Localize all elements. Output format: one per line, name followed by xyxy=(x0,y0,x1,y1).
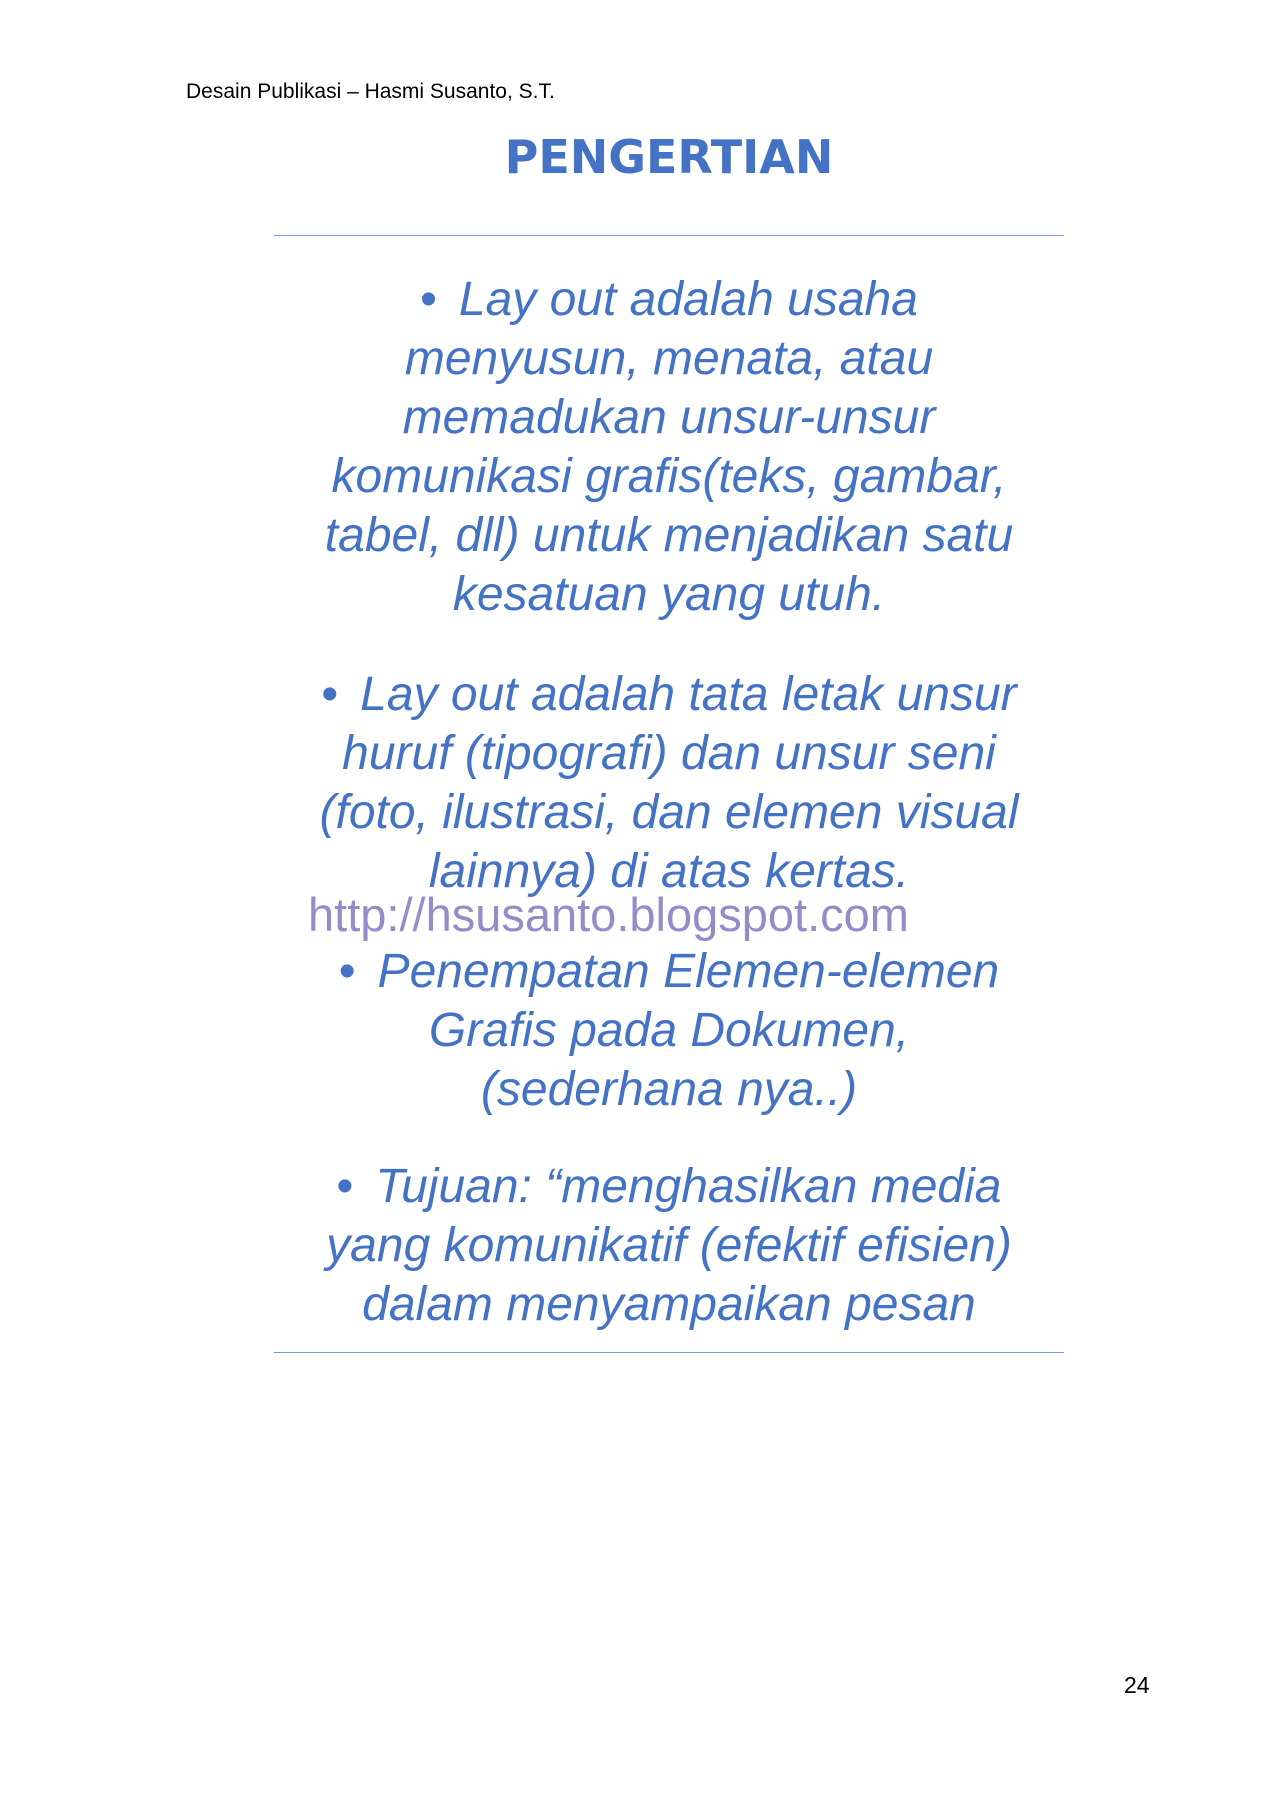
page-title: PENGERTIAN xyxy=(504,130,834,184)
bullet-item-2 xyxy=(286,665,1052,901)
bullet-line: lainnya) di atas kertas. xyxy=(428,845,910,898)
bullet-marker: • xyxy=(338,945,356,998)
bullet-line: dalam menyampaikan pesan xyxy=(362,1278,976,1331)
top-divider xyxy=(274,235,1064,236)
bullet-line: • Penempatan Elemen-elemen xyxy=(338,945,1000,998)
bullet-line: Grafis pada Dokumen, xyxy=(428,1004,910,1057)
bullet-line: kesatuan yang utuh. xyxy=(452,568,886,621)
bullet-line: menyusun, menata, atau xyxy=(404,332,934,385)
bottom-divider xyxy=(274,1352,1064,1353)
bullet-item-3 xyxy=(286,942,1052,1119)
bullet-line: • Tujuan: “menghasilkan media xyxy=(336,1160,1002,1213)
bullet-line: • Lay out adalah usaha xyxy=(420,273,918,326)
bullet-line: komunikasi grafis(teks, gambar, xyxy=(331,450,1007,503)
page-number: 24 xyxy=(1124,1672,1150,1698)
bullet-line: huruf (tipografi) dan unsur seni xyxy=(342,727,996,780)
bullet-line: (foto, ilustrasi, dan elemen visual xyxy=(319,786,1019,839)
bullet-line: (sederhana nya..) xyxy=(480,1063,858,1116)
bullet-marker: • xyxy=(336,1160,354,1213)
bullet-item-4 xyxy=(286,1157,1052,1334)
bullet-line: tabel, dll) untuk menjadikan satu xyxy=(324,509,1014,562)
bullet-line: yang komunikatif (efektif efisien) xyxy=(326,1219,1012,1272)
blog-url-watermark: http://hsusanto.blogspot.com xyxy=(308,888,909,941)
bullet-marker: • xyxy=(321,668,339,721)
bullet-marker: • xyxy=(420,273,437,326)
bullet-line: • Lay out adalah tata letak unsur xyxy=(321,668,1017,721)
running-header: Desain Publikasi – Hasmi Susanto, S.T. xyxy=(186,80,555,103)
bullet-line: memadukan unsur-unsur xyxy=(402,391,936,444)
bullet-item-1 xyxy=(286,270,1052,624)
